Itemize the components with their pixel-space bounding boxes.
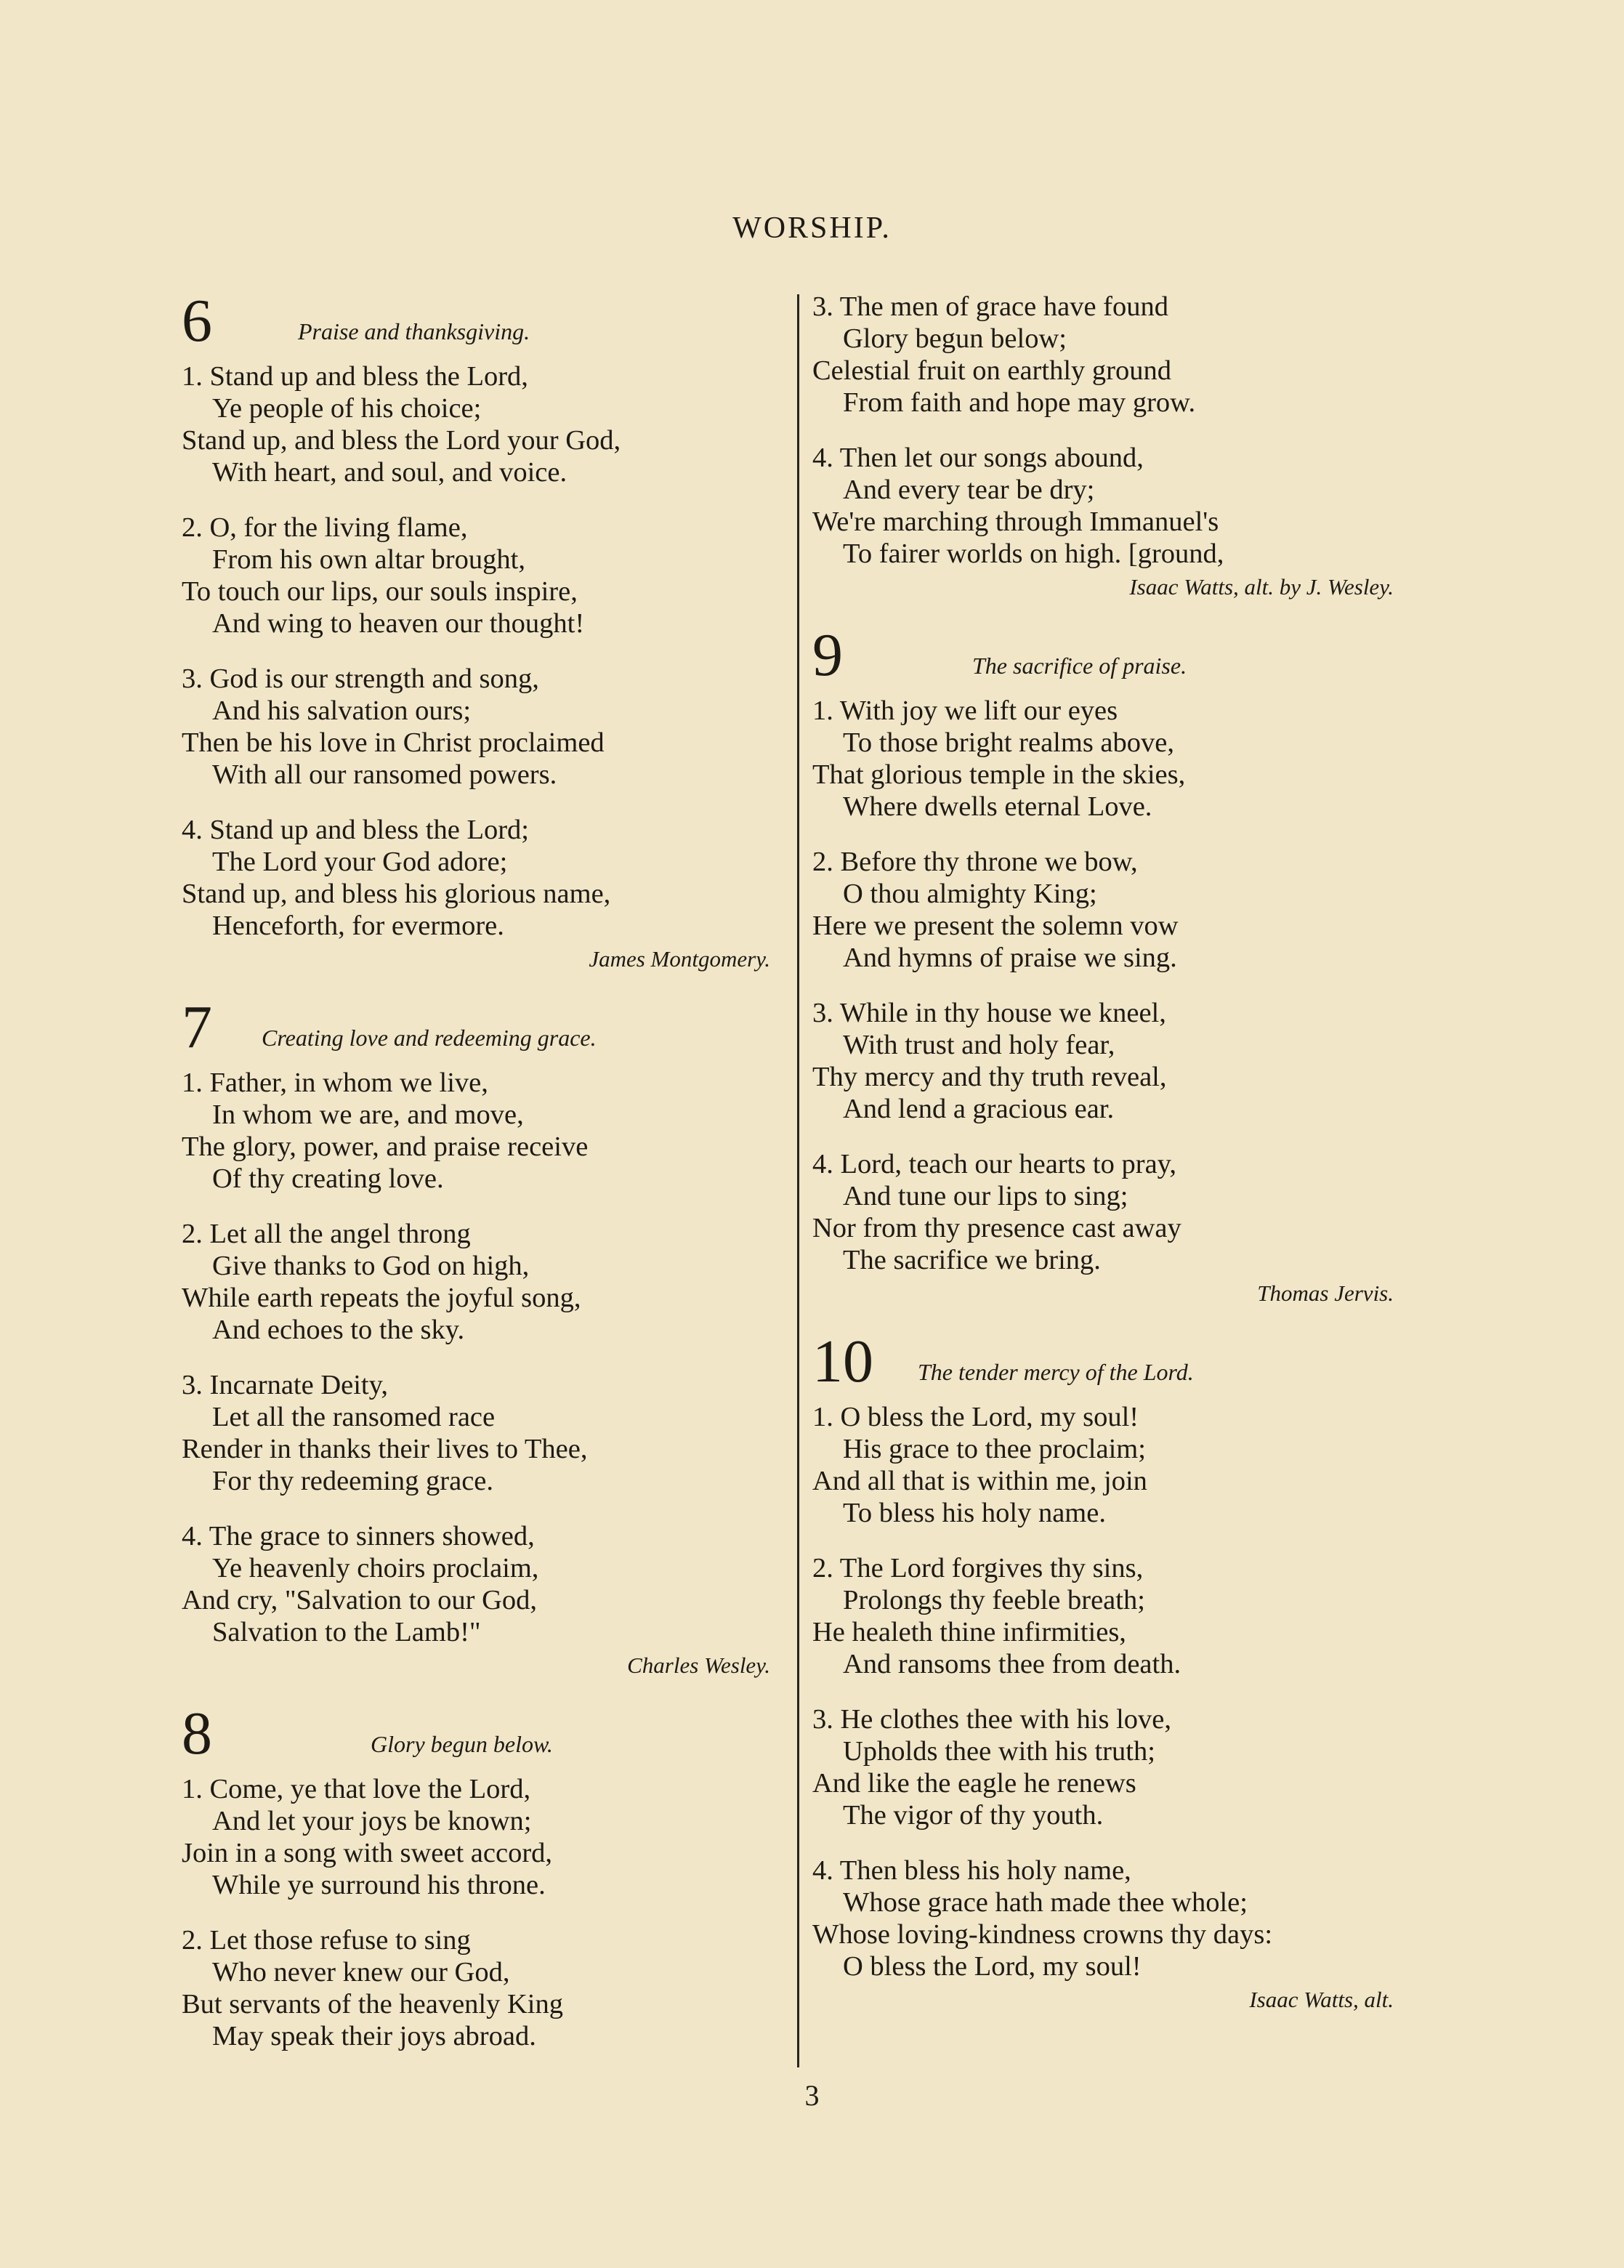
verse-line: Give thanks to God on high,: [212, 1251, 530, 1281]
verse-line: The sacrifice we bring.: [843, 1245, 1101, 1275]
hymn-8-part-2: [812, 291, 1408, 600]
verse: [182, 512, 785, 639]
verse-line: 3. He clothes thee with his love,: [812, 1704, 1171, 1735]
verse: [812, 291, 1408, 419]
verse-line: And tune our lips to sing;: [843, 1181, 1128, 1211]
hymn-6: [182, 287, 785, 972]
verse-line: 1. Father, in whom we live,: [182, 1068, 488, 1098]
verse-line: 3. Incarnate Deity,: [182, 1370, 388, 1400]
verse: [182, 1218, 785, 1346]
verse-line: And every tear be dry;: [843, 475, 1095, 505]
verse-line: 2. Before thy throne we bow,: [812, 847, 1138, 877]
verse: [812, 1552, 1408, 1680]
verse-line: His grace to thee proclaim;: [843, 1434, 1146, 1464]
verse-line: 2. O, for the living flame,: [182, 512, 468, 543]
verse-line: 4. Then let our songs abound,: [812, 443, 1144, 473]
hymn-subtitle: Creating love and redeeming grace.: [262, 1025, 597, 1051]
verse-line: 3. While in thy house we kneel,: [812, 998, 1166, 1028]
verse-line: And echoes to the sky.: [212, 1315, 465, 1345]
hymn-9: [812, 621, 1408, 1307]
verse-line: 2. Let all the angel throng: [182, 1219, 471, 1249]
hymn-number: 9: [812, 621, 843, 689]
verse-line: From his own altar brought,: [212, 544, 525, 575]
verse-line: To those bright realms above,: [843, 727, 1174, 758]
verse-line: And all that is within me, join: [812, 1466, 1147, 1496]
verse-line: Ye people of his choice;: [212, 393, 482, 424]
verse-line: Here we present the solemn vow: [812, 911, 1179, 941]
hymn-author: Thomas Jervis.: [1257, 1280, 1394, 1306]
hymn-author: James Montgomery.: [589, 946, 770, 972]
verse-line: Upholds thee with his truth;: [843, 1736, 1155, 1767]
verse-line: 1. Stand up and bless the Lord,: [182, 361, 528, 392]
verse-line: Let all the ransomed race: [212, 1402, 496, 1432]
verse: [182, 1924, 785, 2052]
verse-line: With heart, and soul, and voice.: [212, 457, 567, 488]
verse-line: And cry, "Salvation to our God,: [182, 1585, 538, 1615]
verse-line: With trust and holy fear,: [843, 1030, 1115, 1060]
verse-line: Henceforth, for evermore.: [212, 911, 504, 941]
column-divider: [797, 294, 799, 2067]
right-column: [812, 291, 1408, 2038]
verse: [812, 442, 1408, 570]
page-number: 3: [804, 2079, 820, 2112]
verse: [182, 1520, 785, 1648]
verse-line: 1. O bless the Lord, my soul!: [812, 1402, 1139, 1432]
hymn-number: 6: [182, 287, 212, 355]
verse-line: That glorious temple in the skies,: [812, 759, 1186, 790]
verse-line: To fairer worlds on high. [ground,: [843, 538, 1224, 569]
verse-line: 4. Then bless his holy name,: [812, 1855, 1131, 1886]
verse-line: While earth repeats the joyful song,: [182, 1283, 581, 1313]
verse: [182, 1067, 785, 1195]
verse: [182, 814, 785, 942]
hymn-number: 7: [182, 993, 212, 1061]
verse: [182, 1773, 785, 1901]
verse: [812, 1148, 1408, 1276]
verse-line: From faith and hope may grow.: [843, 387, 1196, 418]
verse-line: Celestial fruit on earthly ground: [812, 355, 1171, 386]
verse-line: 3. God is our strength and song,: [182, 663, 539, 694]
verse-line: And wing to heaven our thought!: [212, 608, 585, 639]
verse: [182, 360, 785, 488]
hymn-number: 10: [812, 1328, 873, 1395]
hymn-subtitle: The tender mercy of the Lord.: [918, 1359, 1194, 1385]
hymn-8-part-1: [182, 1700, 785, 2052]
verse: [812, 1401, 1408, 1529]
verse: [182, 663, 785, 791]
verse-line: 3. The men of grace have found: [812, 291, 1168, 322]
verse-line: And lend a gracious ear.: [843, 1094, 1115, 1124]
verse-line: Glory begun below;: [843, 323, 1067, 354]
verse-line: Where dwells eternal Love.: [843, 791, 1152, 822]
verse-line: O thou almighty King;: [843, 879, 1097, 909]
hymn-10: [812, 1328, 1408, 2013]
verse-line: May speak their joys abroad.: [212, 2021, 536, 2051]
hymn-author: Isaac Watts, alt.: [1249, 1987, 1394, 2012]
hymn-author: Charles Wesley.: [627, 1652, 770, 1678]
verse-line: And ransoms thee from death.: [843, 1649, 1181, 1679]
verse-line: To touch our lips, our souls inspire,: [182, 576, 578, 607]
verse-line: With all our ransomed powers.: [212, 759, 557, 790]
verse-line: O bless the Lord, my soul!: [843, 1951, 1142, 1982]
verse-line: While ye surround his throne.: [212, 1870, 546, 1900]
verse-line: In whom we are, and move,: [212, 1099, 524, 1130]
verse-line: 4. Stand up and bless the Lord;: [182, 815, 529, 845]
verse-line: For thy redeeming grace.: [212, 1466, 493, 1496]
verse: [812, 1855, 1408, 1982]
verse-line: The vigor of thy youth.: [843, 1800, 1104, 1831]
verse: [812, 695, 1408, 823]
verse-line: Render in thanks their lives to Thee,: [182, 1434, 588, 1464]
verse-line: Of thy creating love.: [212, 1163, 444, 1194]
verse-line: Then be his love in Christ proclaimed: [182, 727, 605, 758]
verse: [812, 1703, 1408, 1831]
verse-line: And his salvation ours;: [212, 695, 472, 726]
verse-line: Who never knew our God,: [212, 1957, 510, 1987]
left-column: [182, 287, 785, 2075]
verse-line: 1. Come, ye that love the Lord,: [182, 1774, 531, 1804]
verse-line: Join in a song with sweet accord,: [182, 1838, 553, 1868]
verse-line: Whose loving-kindness crowns thy days:: [812, 1919, 1273, 1950]
hymn-7: [182, 993, 785, 1679]
verse-line: 4. Lord, teach our hearts to pray,: [812, 1149, 1177, 1179]
verse-line: The glory, power, and praise receive: [182, 1131, 589, 1162]
verse-line: And hymns of praise we sing.: [843, 943, 1177, 973]
page-title: WORSHIP.: [732, 211, 892, 245]
hymn-subtitle: Praise and thanksgiving.: [298, 318, 530, 344]
verse-line: And let your joys be known;: [212, 1806, 532, 1836]
verse: [182, 1369, 785, 1497]
hymn-subtitle: The sacrifice of praise.: [972, 653, 1187, 679]
hymn-author: Isaac Watts, alt. by J. Wesley.: [1129, 574, 1394, 600]
verse-line: Nor from thy presence cast away: [812, 1213, 1181, 1243]
verse-line: And like the eagle he renews: [812, 1768, 1136, 1799]
verse-line: Prolongs thy feeble breath;: [843, 1585, 1145, 1615]
verse-line: Whose grace hath made thee whole;: [843, 1887, 1248, 1918]
verse-line: Stand up, and bless the Lord your God,: [182, 425, 621, 456]
verse-line: We're marching through Immanuel's: [812, 507, 1219, 537]
verse-line: To bless his holy name.: [843, 1498, 1106, 1528]
verse-line: 1. With joy we lift our eyes: [812, 695, 1118, 726]
hymn-subtitle: Glory begun below.: [371, 1731, 553, 1757]
verse-line: Stand up, and bless his glorious name,: [182, 879, 611, 909]
verse-line: But servants of the heavenly King: [182, 1989, 563, 2019]
verse-line: 4. The grace to sinners showed,: [182, 1521, 535, 1551]
verse-line: He healeth thine infirmities,: [812, 1617, 1126, 1647]
hymn-number: 8: [182, 1700, 212, 1767]
verse-line: Salvation to the Lamb!": [212, 1617, 481, 1647]
verse-line: The Lord your God adore;: [212, 847, 508, 877]
verse-line: 2. Let those refuse to sing: [182, 1925, 471, 1956]
verse-line: Thy mercy and thy truth reveal,: [812, 1062, 1167, 1092]
verse-line: 2. The Lord forgives thy sins,: [812, 1553, 1144, 1583]
verse-line: Ye heavenly choirs proclaim,: [212, 1553, 539, 1583]
verse: [812, 846, 1408, 974]
verse: [812, 997, 1408, 1125]
